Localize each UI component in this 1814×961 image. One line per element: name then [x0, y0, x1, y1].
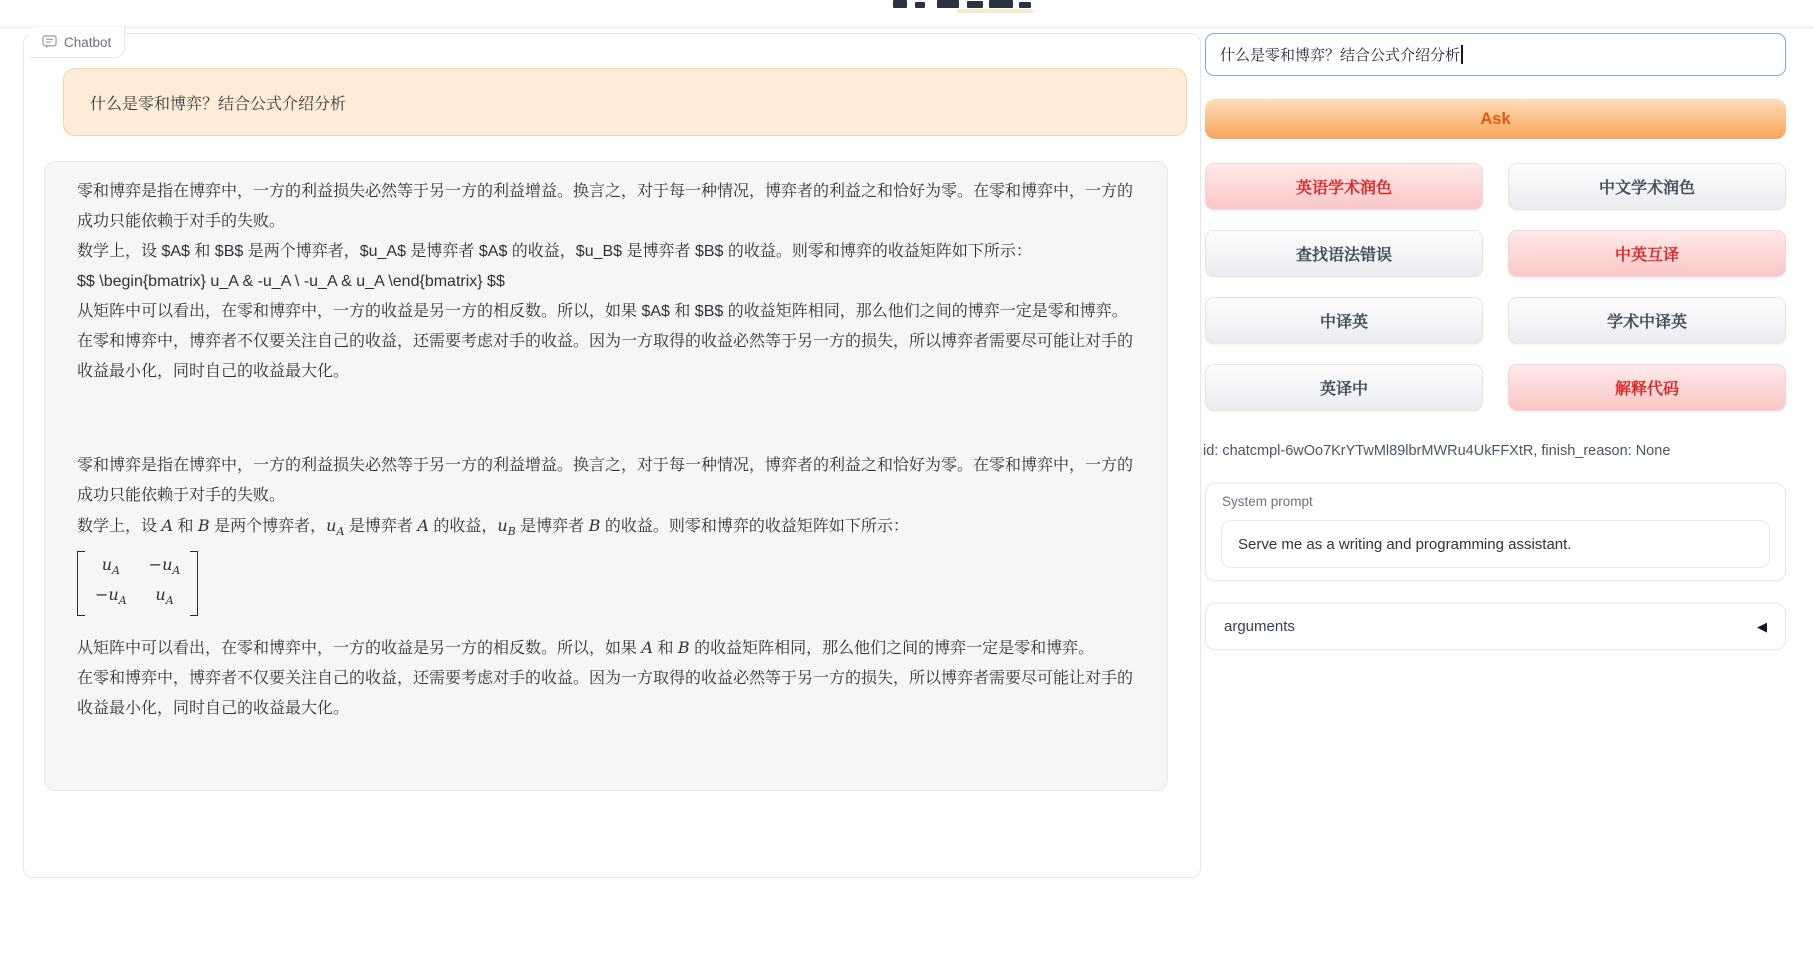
question-input-value: 什么是零和博弈？结合公式介绍分析	[1220, 47, 1461, 64]
chat-bubble-icon	[42, 35, 57, 49]
preset-button-zh-en-mutual-translate[interactable]: 中英互译	[1508, 230, 1786, 277]
bot-raw-paragraph-4: 从矩阵中可以看出，在零和博弈中，一方的收益是另一方的相反数。所以，如果 $A$ 和 $B$ 的收益矩阵相同，那么他们之间的博弈一定是零和博弈。	[77, 303, 1128, 320]
system-prompt-panel	[1205, 483, 1786, 581]
matrix-right-bracket	[190, 551, 198, 615]
bot-raw-paragraph-1: 零和博弈是指在博弈中，一方的利益损失必然等于另一方的利益增益。换言之，对于每一种情况，博弈者的利益之和恰好为零。在零和博弈中，一方的成功只能依赖于对手的失败。	[77, 183, 1134, 230]
chatbot-panel-label	[29, 27, 125, 58]
bot-raw-formula: $$ \begin{bmatrix} u_A & -u_A \ -u_A & u_A \end{bmatrix} $$	[77, 273, 505, 290]
user-message-text: 什么是零和博弈？结合公式介绍分析	[90, 95, 347, 113]
text-caret	[1461, 45, 1463, 64]
cropped-page-title	[885, 0, 1045, 13]
question-input[interactable]	[1205, 33, 1786, 76]
message-gap	[77, 387, 1137, 451]
title-highlight-underline	[957, 9, 1033, 13]
preset-button-find-grammar-errors[interactable]: 查找语法错误	[1205, 230, 1483, 277]
preset-button-grid	[1205, 163, 1786, 411]
user-message-bubble	[63, 68, 1187, 136]
bot-rendered-paragraph-5: 在零和博弈中，博弈者不仅要关注自己的收益，还需要考虑对手的收益。因为一方取得的收益必然等于另一方的损失，所以博弈者需要尽可能让对手的收益最小化，同时自己的收益最大化。	[77, 669, 1134, 717]
system-prompt-input[interactable]	[1221, 520, 1770, 568]
content-top-divider	[0, 26, 1814, 29]
response-status-line: id: chatcmpl-6wOo7KrYTwMl89lbrMWRu4UkFFXtR, finish_reason: None	[1203, 443, 1671, 459]
system-prompt-label: System prompt	[1222, 494, 1313, 509]
rendered-matrix: $u_A$ $-u_A$ $-u_A$ $u_A$	[77, 551, 1137, 626]
preset-button-zh-to-en[interactable]: 中译英	[1205, 297, 1483, 344]
bot-rendered-paragraph-1: 零和博弈是指在博弈中，一方的利益损失必然等于另一方的利益增益。换言之，对于每一种情况，博弈者的利益之和恰好为零。在零和博弈中，一方的成功只能依赖于对手的失败。	[77, 457, 1134, 504]
matrix-left-bracket	[77, 551, 85, 615]
preset-button-chinese-academic-polish[interactable]: 中文学术润色	[1508, 163, 1786, 210]
preset-button-english-academic-polish[interactable]: 英语学术润色	[1205, 163, 1483, 210]
bot-raw-paragraph-2: 数学上，设 $A$ 和 $B$ 是两个博弈者，$u_A$ 是博弈者 $A$ 的收益，$u_B$ 是博弈者 $B$ 的收益。则零和博弈的收益矩阵如下所示：	[77, 243, 1032, 260]
preset-button-explain-code[interactable]: 解释代码	[1508, 364, 1786, 411]
system-prompt-value: Serve me as a writing and programming assistant.	[1238, 535, 1572, 553]
arguments-accordion-label: arguments	[1224, 618, 1295, 635]
bot-raw-paragraph-5: 在零和博弈中，博弈者不仅要关注自己的收益，还需要考虑对手的收益。因为一方取得的收益必然等于另一方的损失，所以博弈者需要尽可能让对手的收益最小化，同时自己的收益最大化。	[77, 333, 1134, 380]
chatbot-panel-label-text: Chatbot	[64, 34, 112, 50]
ask-button[interactable]: Ask	[1205, 99, 1786, 139]
preset-button-en-to-zh[interactable]: 英译中	[1205, 364, 1483, 411]
accordion-collapse-icon[interactable]: ◀	[1757, 618, 1767, 634]
bot-rendered-paragraph-2: 数学上，设 A 和 B 是两个博弈者，$u_A$ 是博弈者 A 的收益，$u_B$ 是博弈者 B 的收益。则零和博弈的收益矩阵如下所示：	[77, 516, 909, 539]
arguments-accordion-header[interactable]	[1205, 603, 1786, 650]
preset-button-academic-zh-to-en[interactable]: 学术中译英	[1508, 297, 1786, 344]
bot-message-bubble	[44, 161, 1168, 791]
chatbot-panel	[23, 33, 1201, 878]
bot-rendered-paragraph-4: 从矩阵中可以看出，在零和博弈中，一方的收益是另一方的相反数。所以，如果 A 和 B 的收益矩阵相同，那么他们之间的博弈一定是零和博弈。	[77, 637, 1095, 657]
